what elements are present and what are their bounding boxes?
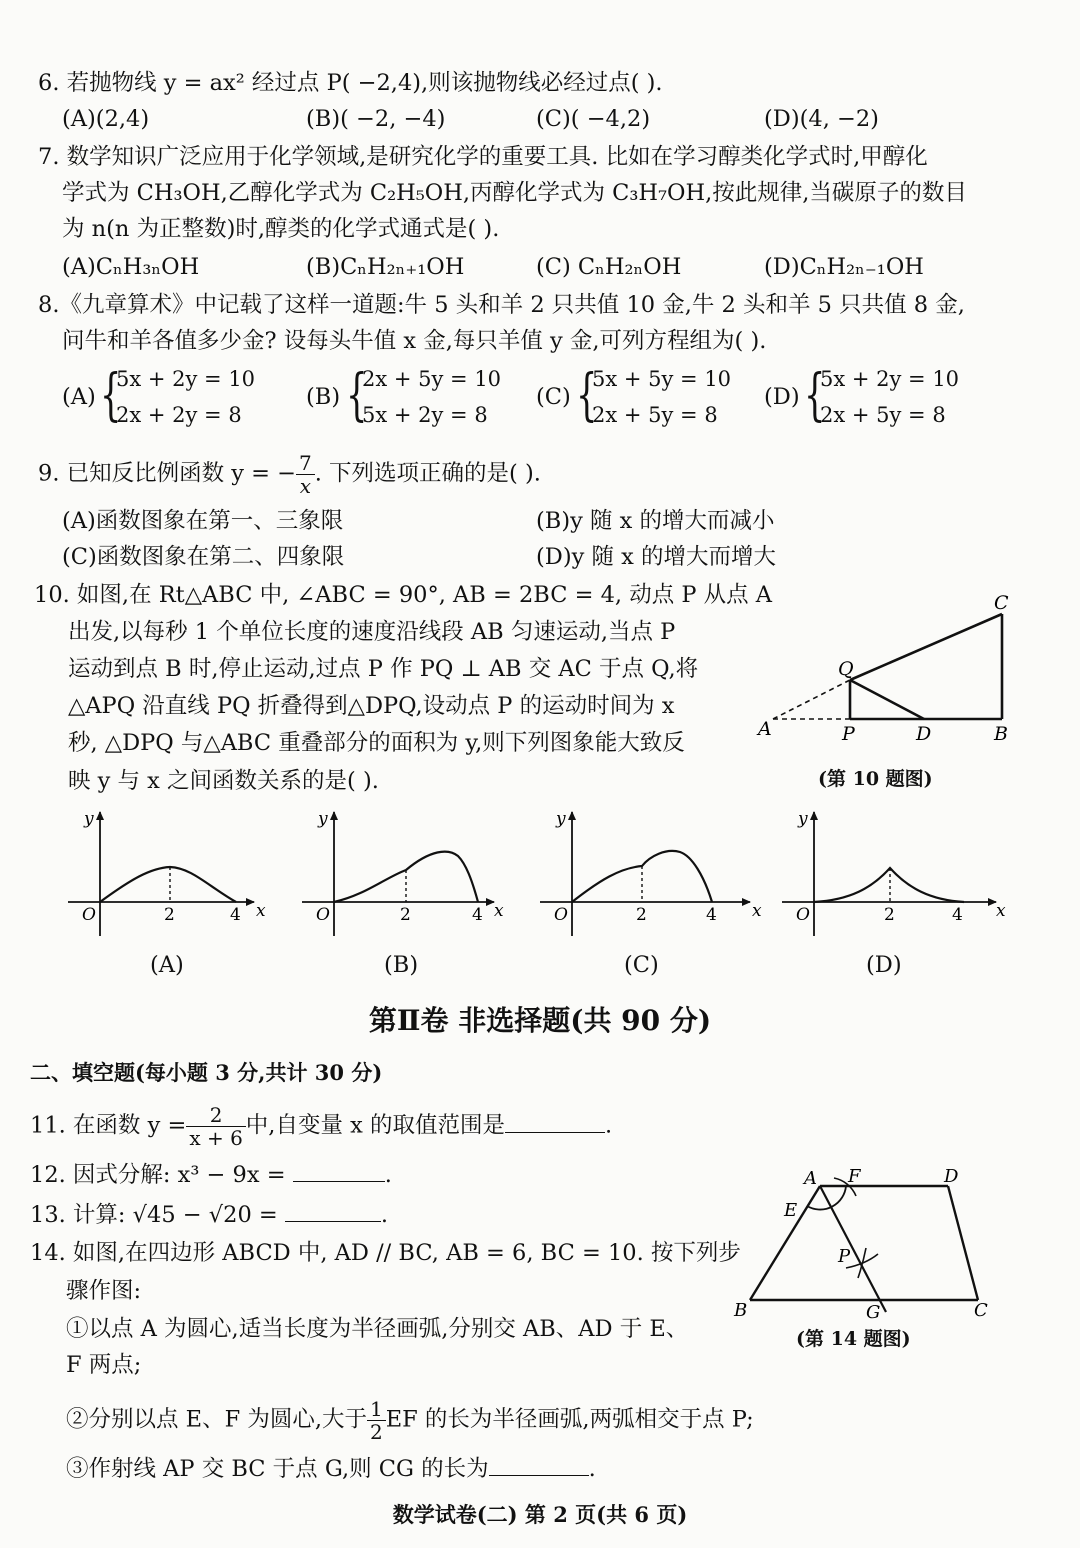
q14-step1b: F 两点;: [66, 1352, 142, 1378]
q9-option-b: (B)y 随 x 的增大而减小: [536, 508, 775, 534]
q12-answer-blank[interactable]: [293, 1180, 385, 1182]
q10-graph-c-label: (C): [624, 952, 659, 978]
q8-line2: 问牛和羊各值多少金? 设每头牛值 x 金,每只羊值 y 金,可列方程组为( ).: [62, 328, 767, 354]
q13-text: 13. 计算: √45 − √20 =: [30, 1202, 278, 1228]
q14-ray-ap: [820, 1186, 886, 1312]
q9-stem-pre: 9. 已知反比例函数 y = −: [38, 460, 296, 487]
q10-graph-c: [540, 809, 762, 936]
q10-line2: 出发,以每秒 1 个单位长度的速度沿线段 AB 匀速运动,当点 P: [68, 619, 676, 645]
q14-step2-fraction: [367, 1398, 386, 1443]
q14-step2-num: 1: [367, 1398, 386, 1421]
q10-line5: 秒, △DPQ 与△ABC 重叠部分的面积为 y,则下列图象能大致反: [68, 730, 685, 756]
q10-line3: 运动到点 B 时,停止运动,过点 P 作 PQ ⊥ AB 交 AC 于点 Q,将: [68, 656, 699, 682]
graph-c-tick-2: 2: [636, 905, 647, 925]
graph-a-curve: [100, 867, 236, 902]
q9-fraction-den: x: [299, 474, 311, 498]
q9-option-a: (A)函数图象在第一、三象限: [62, 508, 344, 534]
q10-point-a: A: [758, 718, 772, 740]
q14-point-p: P: [838, 1246, 851, 1267]
graph-b-x-label: x: [494, 901, 504, 921]
q10-graph-a: [68, 809, 266, 936]
graph-d-y-label: y: [798, 809, 808, 829]
q12-stem: 12. 因式分解: x³ − 9x = .: [30, 1162, 392, 1188]
q11-stem-post: 中,自变量 x 的取值范围是: [245, 1112, 505, 1139]
q8-option-a-label: (A): [62, 384, 96, 410]
q10-point-b: B: [994, 723, 1008, 745]
q7-option-d: (D)CₙH₂ₙ₋₁OH: [764, 254, 924, 280]
graph-d-tick-2: 2: [884, 905, 895, 925]
q14-step3: ③作射线 AP 交 BC 于点 G,则 CG 的长为 .: [66, 1456, 596, 1482]
q9-option-d: (D)y 随 x 的增大而增大: [536, 544, 776, 570]
q8-line1: 8.《九章算术》中记载了这样一道题:牛 5 头和羊 2 只共值 10 金,牛 2 头和羊 5 只共值 8 金,: [38, 292, 965, 318]
q10-point-p: P: [842, 723, 855, 745]
graph-a-origin: O: [82, 905, 96, 925]
q14-answer-blank[interactable]: [489, 1474, 589, 1476]
graph-d-curve: [814, 868, 964, 902]
q10-line1: 10. 如图,在 Rt△ABC 中, ∠ABC = 90°, AB = 2BC = 4, 动点 P 从点 A: [34, 582, 773, 608]
graph-a-tick-2: 2: [164, 905, 175, 925]
q8-option-d-system: { 5x + 2y = 10 2x + 5y = 8: [804, 362, 964, 434]
graph-d-x-label: x: [996, 901, 1006, 921]
q7-option-b: (B)CₙH₂ₙ₊₁OH: [306, 254, 465, 280]
q8-c-eq2: 2x + 5y = 8: [592, 403, 718, 427]
q10-answer-graphs: [60, 800, 1020, 950]
q14-point-d: D: [944, 1166, 959, 1187]
q6-stem: 6. 若抛物线 y = ax² 经过点 P( −2,4),则该抛物线必经过点( ).: [38, 70, 663, 96]
graph-c-tick-4: 4: [706, 905, 717, 925]
q6-option-c: (C)( −4,2): [536, 106, 651, 132]
q7-option-a: (A)CₙH₃ₙOH: [62, 254, 200, 280]
q14-step1a: ①以点 A 为圆心,适当长度为半径画弧,分别交 AB、AD 于 E、: [66, 1316, 689, 1342]
q11-stem: 11. 在函数 y = $\frac{2}{x + 6}$ 中,自变量 x 的取值范围是 .: [30, 1103, 613, 1150]
q10-graph-d-label: (D): [866, 952, 902, 978]
graph-a-y-label: y: [84, 809, 94, 829]
graph-b-y-label: y: [318, 809, 328, 829]
q10-point-d: D: [916, 723, 932, 745]
q9-fraction-num: 7: [296, 452, 315, 475]
q9-fraction: [296, 452, 315, 497]
graph-b-tick-4: 4: [472, 905, 483, 925]
q9-option-c: (C)函数图象在第二、四象限: [62, 544, 345, 570]
q10-line4: △APQ 沿直线 PQ 折叠得到△DPQ,设动点 P 的运动时间为 x: [68, 693, 675, 719]
q11-fraction-num: 2: [186, 1104, 245, 1127]
q14-point-c: C: [974, 1300, 988, 1321]
graph-d-tick-4: 4: [952, 905, 963, 925]
q10-segment-qc: [850, 614, 1002, 680]
q10-point-q: Q: [838, 658, 854, 680]
q8-a-eq1: 5x + 2y = 10: [116, 367, 256, 391]
q11-stem-pre: 11. 在函数 y =: [30, 1112, 187, 1139]
q8-option-d-label: (D): [764, 384, 800, 410]
part-2-heading: 二、填空题(每小题 3 分,共计 30 分): [30, 1060, 383, 1085]
q10-point-c: C: [994, 592, 1009, 614]
q7-line1: 7. 数学知识广泛应用于化学领域,是研究化学的重要工具. 比如在学习醇类化学式时,甲醇化: [38, 144, 928, 170]
q8-option-c-system: { 5x + 5y = 10 2x + 5y = 8: [576, 362, 736, 434]
q14-point-b: B: [734, 1300, 748, 1321]
graph-c-y-label: y: [556, 809, 566, 829]
q10-graph-b: [302, 809, 504, 936]
page-footer: 数学试卷(二) 第 2 页(共 6 页): [392, 1502, 688, 1527]
q6-option-b: (B)( −2, −4): [306, 106, 446, 132]
q10-triangle-figure: [752, 588, 1042, 760]
graph-a-tick-4: 4: [230, 905, 241, 925]
q9-stem: [38, 452, 541, 497]
graph-a-x-label: x: [256, 901, 266, 921]
q14-step2-pre: ②分别以点 E、F 为圆心,大于: [66, 1406, 367, 1433]
graph-c-curve: [572, 851, 712, 902]
q7-line3: 为 n(n 为正整数)时,醇类的化学式通式是( ).: [62, 216, 500, 242]
q14-line1: 14. 如图,在四边形 ABCD 中, AD // BC, AB = 6, BC = 10. 按下列步: [30, 1240, 741, 1266]
q13-stem: 13. 计算: √45 − √20 = .: [30, 1202, 389, 1228]
q14-line2: 骤作图:: [66, 1278, 142, 1304]
q11-answer-blank[interactable]: [505, 1131, 605, 1133]
q8-b-eq2: 5x + 2y = 8: [362, 403, 488, 427]
q6-option-a: (A)(2,4): [62, 106, 150, 132]
q8-b-eq1: 2x + 5y = 10: [362, 367, 502, 391]
q12-text: 12. 因式分解: x³ − 9x =: [30, 1162, 286, 1188]
q6-option-d: (D)(4, −2): [764, 106, 879, 132]
q10-graph-b-label: (B): [384, 952, 419, 978]
q14-point-g: G: [866, 1302, 881, 1322]
q10-dashed-aq: [773, 680, 850, 719]
q10-segment-qd: [850, 680, 924, 719]
q14-point-e: E: [784, 1200, 798, 1221]
q10-line6: 映 y 与 x 之间函数关系的是( ).: [68, 768, 379, 794]
q14-step2-post: EF 的长为半径画弧,两弧相交于点 P;: [385, 1406, 754, 1433]
q8-option-b-system: { 2x + 5y = 10 5x + 2y = 8: [346, 362, 506, 434]
graph-c-origin: O: [554, 905, 568, 925]
q14-trapezoid-figure: [726, 1162, 1006, 1322]
q10-figure-caption: (第 10 题图): [818, 768, 933, 790]
q14-point-f: F: [848, 1166, 861, 1187]
q7-option-c: (C) CₙH₂ₙOH: [536, 254, 682, 280]
q14-figure-caption: (第 14 题图): [796, 1328, 911, 1350]
graph-c-x-label: x: [752, 901, 762, 921]
graph-d-origin: O: [796, 905, 810, 925]
section-2-title: 第Ⅱ卷 非选择题(共 90 分): [368, 1004, 712, 1037]
q13-answer-blank[interactable]: [285, 1220, 381, 1222]
q9-stem-post: . 下列选项正确的是( ).: [314, 460, 541, 487]
q8-c-eq1: 5x + 5y = 10: [592, 367, 732, 391]
q14-segment-dc: [948, 1186, 978, 1300]
q8-option-b-label: (B): [306, 384, 341, 410]
q14-step2-den: 2: [370, 1420, 383, 1444]
q10-graph-d: [782, 809, 1006, 936]
q7-line2: 学式为 CH₃OH,乙醇化学式为 C₂H₅OH,丙醇化学式为 C₃H₇OH,按此规律,当碳原子的数目: [62, 180, 967, 206]
q8-option-a-system: { 5x + 2y = 10 2x + 2y = 8: [100, 362, 260, 434]
graph-b-origin: O: [316, 905, 330, 925]
q8-option-c-label: (C): [536, 384, 571, 410]
graph-b-tick-2: 2: [400, 905, 411, 925]
q8-d-eq1: 5x + 2y = 10: [820, 367, 960, 391]
q14-step3-text: ③作射线 AP 交 BC 于点 G,则 CG 的长为: [66, 1456, 489, 1482]
q14-step2: [66, 1398, 754, 1443]
q8-a-eq2: 2x + 2y = 8: [116, 403, 242, 427]
q14-point-a: A: [804, 1168, 817, 1189]
q11-fraction-den: x + 6: [189, 1126, 243, 1150]
q10-graph-a-label: (A): [150, 952, 184, 978]
q8-d-eq2: 2x + 5y = 8: [820, 403, 946, 427]
q11-fraction: [186, 1104, 245, 1149]
